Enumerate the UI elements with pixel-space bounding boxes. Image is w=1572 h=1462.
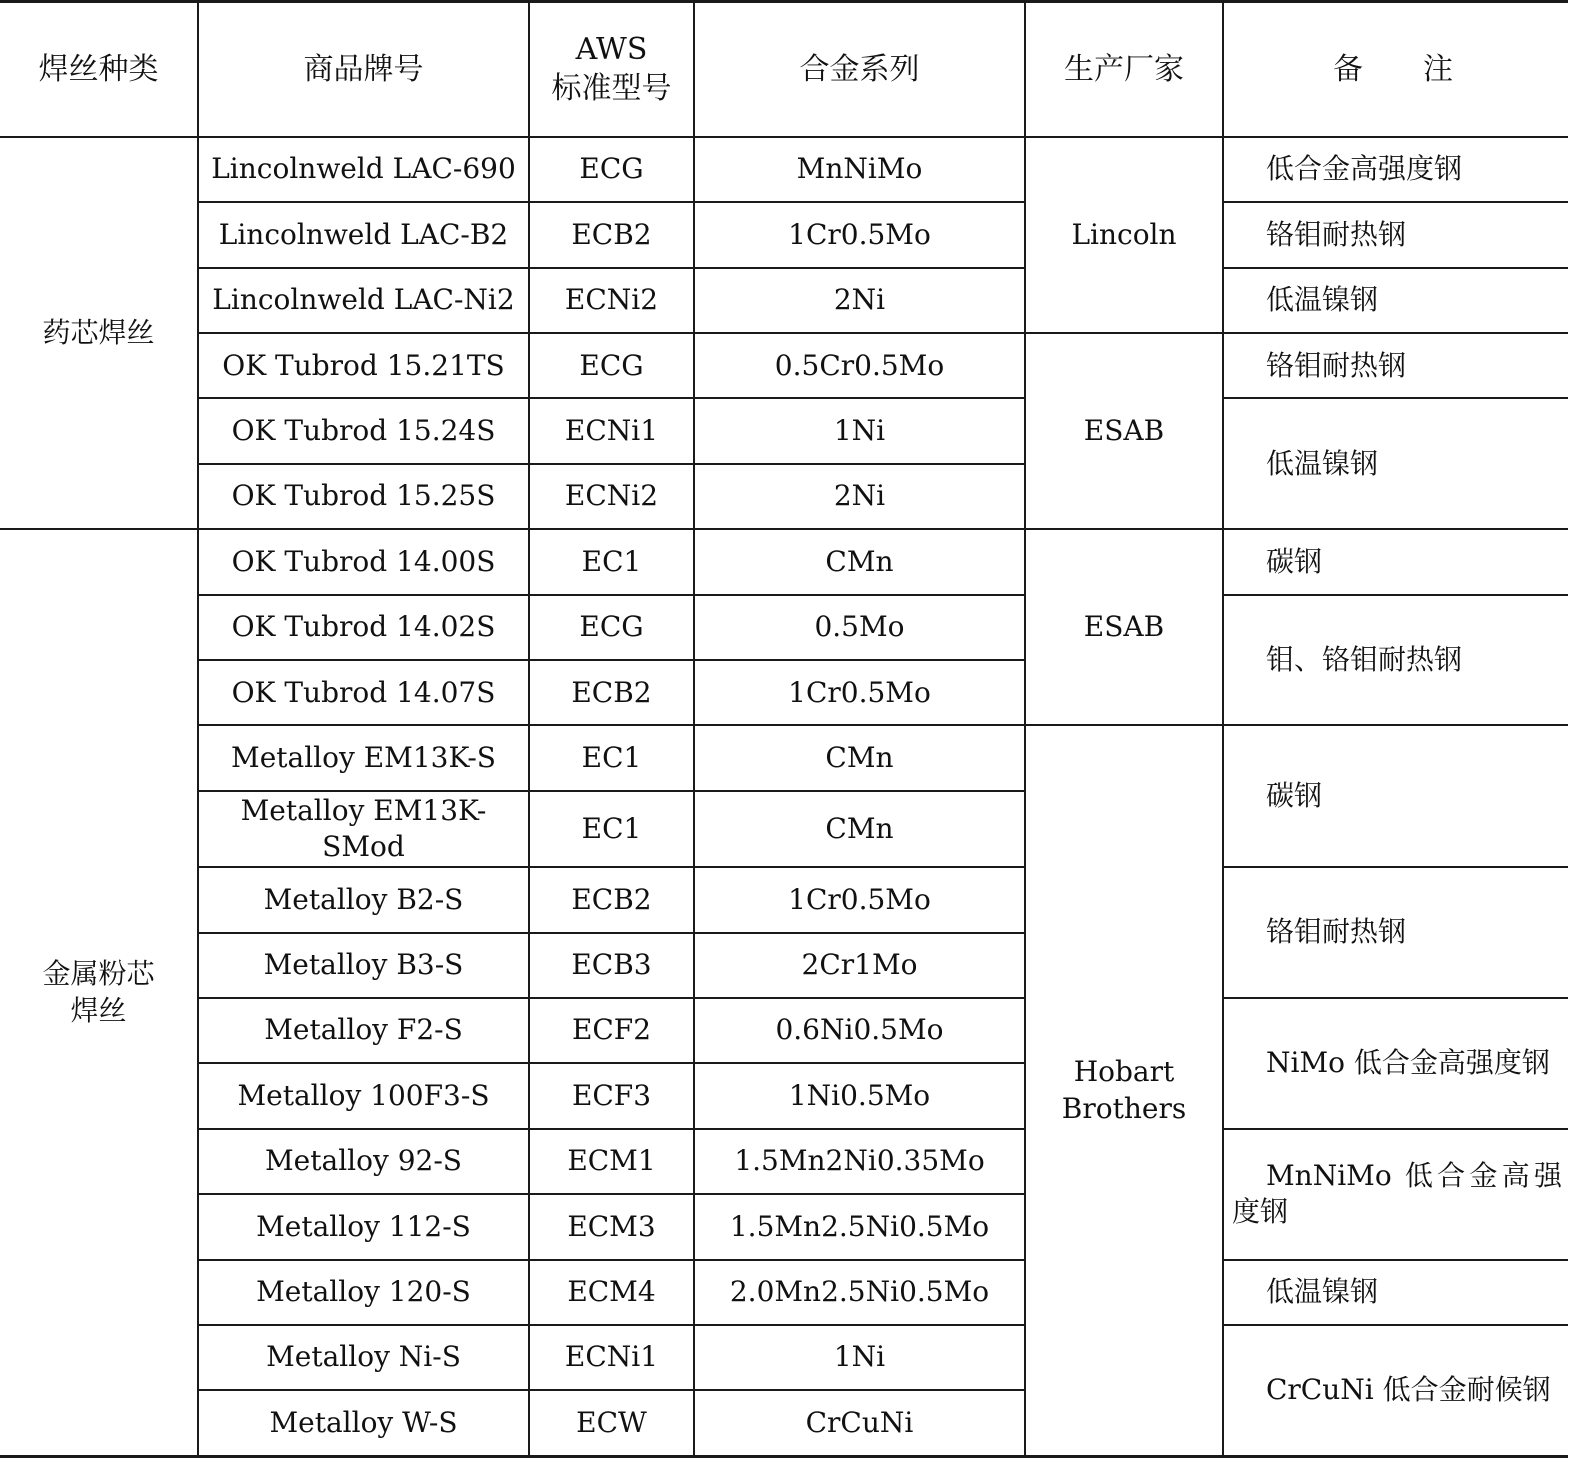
brand-cell: OK Tubrod 14.00S xyxy=(198,529,529,594)
aws-cell: ECM4 xyxy=(529,1260,694,1325)
alloy-cell: CrCuNi xyxy=(694,1390,1025,1456)
brand-cell: Metalloy B2-S xyxy=(198,867,529,932)
alloy-cell: 1Ni0.5Mo xyxy=(694,1063,1025,1128)
alloy-cell: CMn xyxy=(694,791,1025,867)
group-flux-cored: 药芯焊丝 xyxy=(0,137,198,529)
note-cell: 低温镍钢 xyxy=(1223,268,1568,333)
brand-cell: Lincolnweld LAC-690 xyxy=(198,137,529,202)
alloy-cell: 1.5Mn2Ni0.35Mo xyxy=(694,1129,1025,1194)
table-row xyxy=(0,998,1568,1063)
header-row xyxy=(0,2,1568,137)
brand-cell: Metalloy Ni-S xyxy=(198,1325,529,1390)
alloy-cell: 1.5Mn2.5Ni0.5Mo xyxy=(694,1194,1025,1259)
group-metal-cored-line2: 焊丝 xyxy=(70,993,127,1027)
note-cell: 铬钼耐热钢 xyxy=(1223,867,1568,998)
aws-cell: ECNi2 xyxy=(529,268,694,333)
brand-cell: Metalloy 92-S xyxy=(198,1129,529,1194)
aws-cell: ECB2 xyxy=(529,202,694,267)
brand-cell: Metalloy 112-S xyxy=(198,1194,529,1259)
aws-cell: ECW xyxy=(529,1390,694,1456)
brand-cell: OK Tubrod 15.21TS xyxy=(198,333,529,398)
alloy-cell: 1Cr0.5Mo xyxy=(694,660,1025,725)
alloy-cell: 2Ni xyxy=(694,464,1025,529)
alloy-cell: 1Cr0.5Mo xyxy=(694,867,1025,932)
table-row xyxy=(0,1129,1568,1194)
brand-cell: Metalloy B3-S xyxy=(198,933,529,998)
brand-cell: Lincolnweld LAC-B2 xyxy=(198,202,529,267)
alloy-cell: MnNiMo xyxy=(694,137,1025,202)
header-brand: 商品牌号 xyxy=(198,2,529,137)
note-cell: 碳钢 xyxy=(1223,529,1568,594)
alloy-cell: 1Ni xyxy=(694,398,1025,463)
table-row xyxy=(0,333,1568,398)
table-row xyxy=(0,137,1568,202)
header-type: 焊丝种类 xyxy=(0,2,198,137)
aws-cell: ECG xyxy=(529,137,694,202)
note-cell: 铬钼耐热钢 xyxy=(1223,333,1568,398)
brand-cell: OK Tubrod 14.02S xyxy=(198,595,529,660)
aws-cell: ECNi2 xyxy=(529,464,694,529)
group-metal-cored xyxy=(0,529,198,1456)
brand-cell: OK Tubrod 14.07S xyxy=(198,660,529,725)
aws-cell: ECB2 xyxy=(529,660,694,725)
maker-hobart-line1: Hobart xyxy=(1073,1055,1175,1089)
alloy-cell: 1Ni xyxy=(694,1325,1025,1390)
header-alloy: 合金系列 xyxy=(694,2,1025,137)
alloy-cell: CMn xyxy=(694,725,1025,790)
header-note: 备注 xyxy=(1223,2,1568,137)
aws-cell: ECNi1 xyxy=(529,1325,694,1390)
brand-cell: OK Tubrod 15.25S xyxy=(198,464,529,529)
note-cell: 低温镍钢 xyxy=(1223,398,1568,529)
note-cell: 钼、铬钼耐热钢 xyxy=(1223,595,1568,726)
alloy-cell: 0.6Ni0.5Mo xyxy=(694,998,1025,1063)
group-metal-cored-line1: 金属粉芯 xyxy=(42,957,155,991)
alloy-cell: 2Cr1Mo xyxy=(694,933,1025,998)
brand-cell: Metalloy 120-S xyxy=(198,1260,529,1325)
table-row xyxy=(0,1260,1568,1325)
header-maker: 生产厂家 xyxy=(1025,2,1223,137)
aws-cell: ECM3 xyxy=(529,1194,694,1259)
table-row xyxy=(0,1325,1568,1390)
brand-cell: Metalloy F2-S xyxy=(198,998,529,1063)
note-cell: CrCuNi 低合金耐候钢 xyxy=(1223,1325,1568,1457)
table-row xyxy=(0,529,1568,594)
note-cell: 碳钢 xyxy=(1223,725,1568,867)
table-row xyxy=(0,867,1568,932)
aws-cell: ECF2 xyxy=(529,998,694,1063)
maker-esab: ESAB xyxy=(1025,529,1223,725)
brand-cell: Lincolnweld LAC-Ni2 xyxy=(198,268,529,333)
table-row xyxy=(0,398,1568,463)
header-aws-line1: AWS xyxy=(575,32,648,68)
aws-cell: ECG xyxy=(529,333,694,398)
alloy-cell: 1Cr0.5Mo xyxy=(694,202,1025,267)
aws-cell: EC1 xyxy=(529,529,694,594)
brand-cell: Metalloy W-S xyxy=(198,1390,529,1456)
table-row xyxy=(0,725,1568,790)
aws-cell: EC1 xyxy=(529,791,694,867)
note-cell: MnNiMo 低合金高强度钢 xyxy=(1223,1129,1568,1260)
brand-cell: OK Tubrod 15.24S xyxy=(198,398,529,463)
aws-cell: ECB3 xyxy=(529,933,694,998)
aws-cell: ECG xyxy=(529,595,694,660)
table-row xyxy=(0,202,1568,267)
note-cell: 低温镍钢 xyxy=(1223,1260,1568,1325)
alloy-cell: 0.5Mo xyxy=(694,595,1025,660)
aws-cell: ECB2 xyxy=(529,867,694,932)
aws-cell: ECNi1 xyxy=(529,398,694,463)
maker-hobart-line2: Brothers xyxy=(1061,1091,1187,1125)
maker-esab: ESAB xyxy=(1025,333,1223,529)
aws-cell: ECM1 xyxy=(529,1129,694,1194)
note-cell: 铬钼耐热钢 xyxy=(1223,202,1568,267)
brand-cell: Metalloy EM13K-SMod xyxy=(198,791,529,867)
header-aws-line2: 标准型号 xyxy=(551,71,672,107)
note-cell: 低合金高强度钢 xyxy=(1223,137,1568,202)
brand-cell: Metalloy 100F3-S xyxy=(198,1063,529,1128)
header-aws xyxy=(529,2,694,137)
alloy-cell: 2.0Mn2.5Ni0.5Mo xyxy=(694,1260,1025,1325)
brand-cell: Metalloy EM13K-S xyxy=(198,725,529,790)
aws-cell: EC1 xyxy=(529,725,694,790)
maker-lincoln: Lincoln xyxy=(1025,137,1223,333)
maker-hobart xyxy=(1025,725,1223,1456)
alloy-cell: CMn xyxy=(694,529,1025,594)
aws-cell: ECF3 xyxy=(529,1063,694,1128)
alloy-cell: 2Ni xyxy=(694,268,1025,333)
note-cell: NiMo 低合金高强度钢 xyxy=(1223,998,1568,1129)
table-row xyxy=(0,268,1568,333)
table-row xyxy=(0,595,1568,660)
alloy-cell: 0.5Cr0.5Mo xyxy=(694,333,1025,398)
